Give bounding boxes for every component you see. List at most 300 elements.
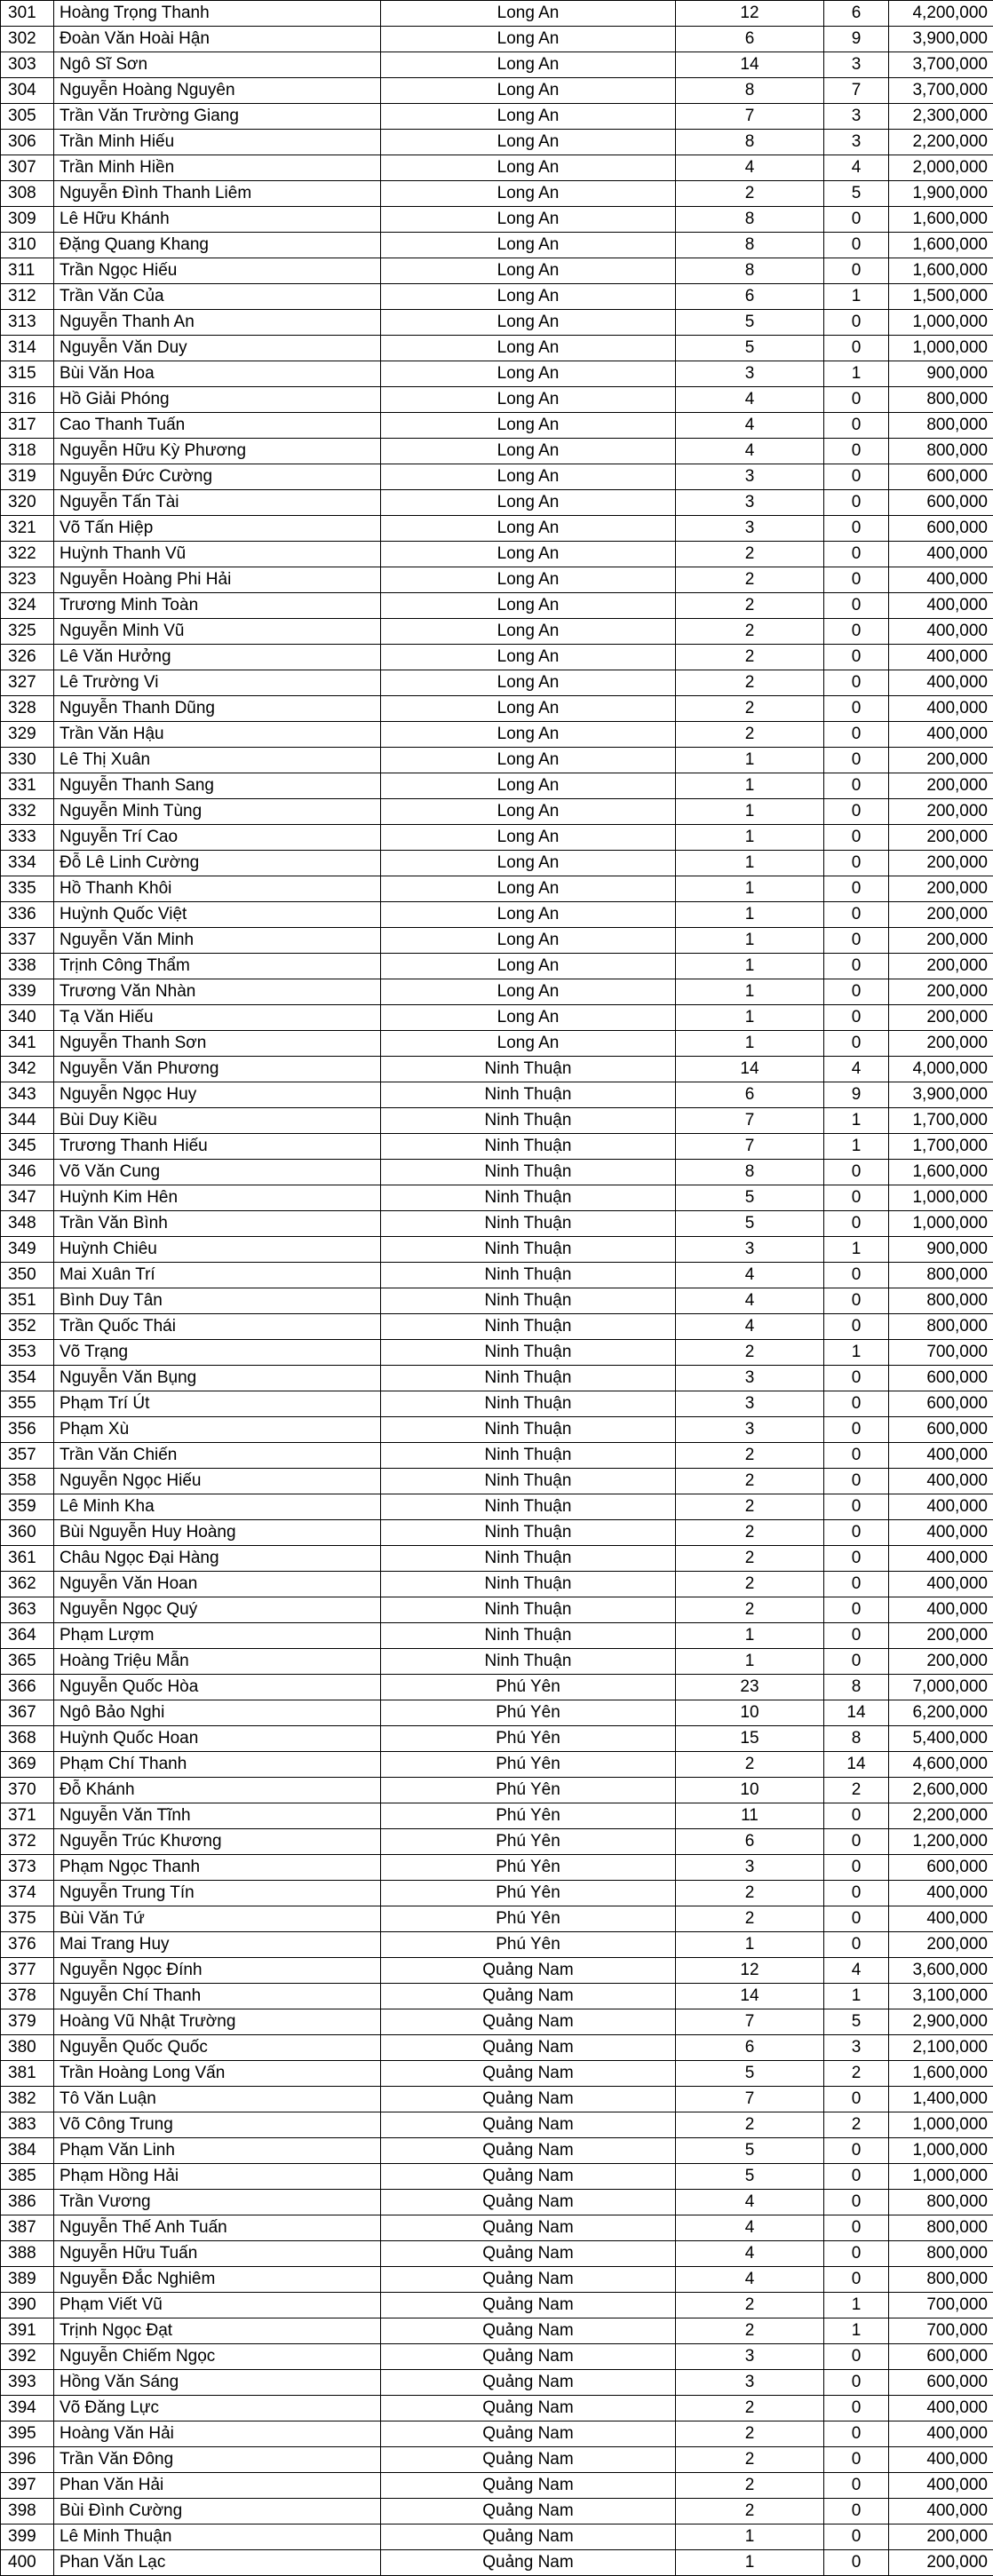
name-cell: Trần Văn Hậu: [54, 722, 381, 748]
name-cell: Võ Tấn Hiệp: [54, 516, 381, 542]
amount-cell: 200,000: [889, 928, 993, 954]
table-row: [1, 1288, 993, 1314]
count-b-cell: 0: [824, 2396, 889, 2421]
name-cell: Bình Duy Tân: [54, 1288, 381, 1314]
name-cell: Huỳnh Chiêu: [54, 1237, 381, 1263]
table-row: [1, 387, 993, 413]
count-b-cell: 5: [824, 181, 889, 207]
count-b-cell: 0: [824, 439, 889, 464]
province-cell: Quảng Nam: [381, 2035, 676, 2061]
count-a-cell: 4: [676, 1263, 824, 1288]
row-number-cell: 367: [1, 1700, 54, 1726]
province-cell: Ninh Thuận: [381, 1417, 676, 1443]
amount-cell: 5,400,000: [889, 1726, 993, 1752]
row-number-cell: 351: [1, 1288, 54, 1314]
count-a-cell: 1: [676, 1623, 824, 1649]
province-cell: Quảng Nam: [381, 2061, 676, 2087]
name-cell: Nguyễn Văn Duy: [54, 336, 381, 361]
count-a-cell: 2: [676, 1494, 824, 1520]
count-a-cell: 3: [676, 516, 824, 542]
province-cell: Ninh Thuận: [381, 1443, 676, 1469]
count-a-cell: 2: [676, 567, 824, 593]
amount-cell: 1,700,000: [889, 1108, 993, 1134]
count-a-cell: 11: [676, 1803, 824, 1829]
count-b-cell: 9: [824, 27, 889, 52]
province-cell: Long An: [381, 104, 676, 130]
row-number-cell: 328: [1, 696, 54, 722]
count-a-cell: 3: [676, 1855, 824, 1881]
amount-cell: 900,000: [889, 1237, 993, 1263]
province-cell: Long An: [381, 928, 676, 954]
count-a-cell: 2: [676, 1520, 824, 1546]
row-number-cell: 354: [1, 1366, 54, 1391]
count-a-cell: 2: [676, 1546, 824, 1572]
count-b-cell: 0: [824, 1211, 889, 1237]
row-number-cell: 393: [1, 2370, 54, 2396]
count-b-cell: 0: [824, 336, 889, 361]
amount-cell: 1,200,000: [889, 1829, 993, 1855]
name-cell: Đỗ Khánh: [54, 1778, 381, 1803]
name-cell: Nguyễn Hoàng Nguyên: [54, 78, 381, 104]
row-number-cell: 376: [1, 1932, 54, 1958]
province-cell: Long An: [381, 130, 676, 155]
name-cell: Nguyễn Đắc Nghiêm: [54, 2267, 381, 2293]
count-a-cell: 5: [676, 2061, 824, 2087]
province-cell: Long An: [381, 593, 676, 619]
table-row: [1, 490, 993, 516]
province-cell: Phú Yên: [381, 1726, 676, 1752]
count-a-cell: 2: [676, 696, 824, 722]
count-b-cell: 0: [824, 542, 889, 567]
count-b-cell: 0: [824, 1031, 889, 1057]
province-cell: Quảng Nam: [381, 1958, 676, 1984]
row-number-cell: 343: [1, 1082, 54, 1108]
row-number-cell: 363: [1, 1597, 54, 1623]
table-row: [1, 1932, 993, 1958]
name-cell: Phạm Chí Thanh: [54, 1752, 381, 1778]
row-number-cell: 305: [1, 104, 54, 130]
row-number-cell: 321: [1, 516, 54, 542]
name-cell: Trần Văn Đông: [54, 2447, 381, 2473]
province-cell: Long An: [381, 464, 676, 490]
name-cell: Nguyễn Hữu Kỳ Phương: [54, 439, 381, 464]
name-cell: Lê Văn Hưởng: [54, 645, 381, 670]
amount-cell: 1,600,000: [889, 207, 993, 233]
count-a-cell: 5: [676, 2164, 824, 2190]
amount-cell: 1,600,000: [889, 1160, 993, 1185]
count-b-cell: 0: [824, 207, 889, 233]
count-b-cell: 0: [824, 1417, 889, 1443]
table-row: [1, 2112, 993, 2138]
row-number-cell: 309: [1, 207, 54, 233]
amount-cell: 400,000: [889, 2421, 993, 2447]
count-b-cell: 1: [824, 1108, 889, 1134]
amount-cell: 800,000: [889, 413, 993, 439]
table-row: [1, 516, 993, 542]
table-row: [1, 619, 993, 645]
province-cell: Long An: [381, 310, 676, 336]
amount-cell: 800,000: [889, 439, 993, 464]
count-a-cell: 4: [676, 1288, 824, 1314]
province-cell: Quảng Nam: [381, 2241, 676, 2267]
table-row: [1, 439, 993, 464]
count-a-cell: 2: [676, 593, 824, 619]
count-b-cell: 0: [824, 1623, 889, 1649]
count-b-cell: 0: [824, 2241, 889, 2267]
name-cell: Trương Văn Nhàn: [54, 979, 381, 1005]
row-number-cell: 377: [1, 1958, 54, 1984]
province-cell: Long An: [381, 851, 676, 876]
amount-cell: 800,000: [889, 2215, 993, 2241]
count-a-cell: 1: [676, 799, 824, 825]
amount-cell: 7,000,000: [889, 1675, 993, 1700]
count-a-cell: 2: [676, 2421, 824, 2447]
count-a-cell: 3: [676, 361, 824, 387]
count-b-cell: 2: [824, 2061, 889, 2087]
row-number-cell: 389: [1, 2267, 54, 2293]
count-a-cell: 2: [676, 1340, 824, 1366]
count-b-cell: 0: [824, 979, 889, 1005]
amount-cell: 2,900,000: [889, 2009, 993, 2035]
count-a-cell: 2: [676, 670, 824, 696]
table-row: [1, 593, 993, 619]
name-cell: Hoàng Văn Hải: [54, 2421, 381, 2447]
amount-cell: 3,700,000: [889, 78, 993, 104]
amount-cell: 4,000,000: [889, 1057, 993, 1082]
count-a-cell: 2: [676, 2293, 824, 2318]
table-row: [1, 336, 993, 361]
count-a-cell: 8: [676, 207, 824, 233]
row-number-cell: 306: [1, 130, 54, 155]
name-cell: Nguyễn Văn Hoan: [54, 1572, 381, 1597]
count-b-cell: 0: [824, 413, 889, 439]
province-cell: Phú Yên: [381, 1906, 676, 1932]
count-a-cell: 3: [676, 1366, 824, 1391]
table-row: [1, 1263, 993, 1288]
amount-cell: 3,700,000: [889, 52, 993, 78]
amount-cell: 2,600,000: [889, 1778, 993, 1803]
row-number-cell: 344: [1, 1108, 54, 1134]
province-cell: Long An: [381, 979, 676, 1005]
province-cell: Quảng Nam: [381, 2087, 676, 2112]
province-cell: Ninh Thuận: [381, 1185, 676, 1211]
row-number-cell: 350: [1, 1263, 54, 1288]
count-a-cell: 5: [676, 310, 824, 336]
table-row: [1, 284, 993, 310]
amount-cell: 1,600,000: [889, 2061, 993, 2087]
row-number-cell: 364: [1, 1623, 54, 1649]
amount-cell: 400,000: [889, 2447, 993, 2473]
name-cell: Nguyễn Văn Bụng: [54, 1366, 381, 1391]
count-a-cell: 1: [676, 876, 824, 902]
name-cell: Cao Thanh Tuấn: [54, 413, 381, 439]
count-a-cell: 1: [676, 1649, 824, 1675]
table-row: [1, 567, 993, 593]
table-row: [1, 670, 993, 696]
count-b-cell: 1: [824, 1134, 889, 1160]
province-cell: Quảng Nam: [381, 2293, 676, 2318]
amount-cell: 1,000,000: [889, 1185, 993, 1211]
province-cell: Long An: [381, 1005, 676, 1031]
table-row: [1, 1752, 993, 1778]
name-cell: Lê Trường Vi: [54, 670, 381, 696]
name-cell: Phạm Lượm: [54, 1623, 381, 1649]
table-row: [1, 413, 993, 439]
count-b-cell: 0: [824, 2370, 889, 2396]
table-row: [1, 2524, 993, 2550]
count-a-cell: 2: [676, 722, 824, 748]
count-b-cell: 3: [824, 104, 889, 130]
amount-cell: 1,700,000: [889, 1134, 993, 1160]
table-row: [1, 1108, 993, 1134]
amount-cell: 800,000: [889, 1288, 993, 1314]
province-cell: Quảng Nam: [381, 2421, 676, 2447]
table-row: [1, 2009, 993, 2035]
count-b-cell: 0: [824, 799, 889, 825]
amount-cell: 700,000: [889, 1340, 993, 1366]
amount-cell: 200,000: [889, 954, 993, 979]
amount-cell: 600,000: [889, 1417, 993, 1443]
count-b-cell: 0: [824, 670, 889, 696]
province-cell: Quảng Nam: [381, 2473, 676, 2499]
count-b-cell: 5: [824, 2009, 889, 2035]
count-a-cell: 3: [676, 1391, 824, 1417]
table-row: [1, 542, 993, 567]
count-a-cell: 3: [676, 1237, 824, 1263]
row-number-cell: 394: [1, 2396, 54, 2421]
province-cell: Long An: [381, 258, 676, 284]
count-b-cell: 0: [824, 1443, 889, 1469]
count-a-cell: 2: [676, 1752, 824, 1778]
name-cell: Hồ Thanh Khôi: [54, 876, 381, 902]
row-number-cell: 372: [1, 1829, 54, 1855]
name-cell: Phạm Ngọc Thanh: [54, 1855, 381, 1881]
name-cell: Trịnh Công Thẩm: [54, 954, 381, 979]
name-cell: Nguyễn Trung Tín: [54, 1881, 381, 1906]
row-number-cell: 339: [1, 979, 54, 1005]
name-cell: Trần Văn Bình: [54, 1211, 381, 1237]
count-b-cell: 6: [824, 1, 889, 27]
row-number-cell: 303: [1, 52, 54, 78]
table-row: [1, 1881, 993, 1906]
table-row: [1, 1520, 993, 1546]
row-number-cell: 315: [1, 361, 54, 387]
count-a-cell: 2: [676, 1572, 824, 1597]
province-cell: Ninh Thuận: [381, 1340, 676, 1366]
count-a-cell: 1: [676, 2550, 824, 2576]
amount-cell: 700,000: [889, 2293, 993, 2318]
amount-cell: 3,600,000: [889, 1958, 993, 1984]
province-cell: Long An: [381, 696, 676, 722]
count-b-cell: 4: [824, 1958, 889, 1984]
count-b-cell: 0: [824, 1391, 889, 1417]
amount-cell: 1,600,000: [889, 233, 993, 258]
province-cell: Long An: [381, 825, 676, 851]
table-row: [1, 825, 993, 851]
table-row: [1, 258, 993, 284]
row-number-cell: 391: [1, 2318, 54, 2344]
count-a-cell: 1: [676, 902, 824, 928]
province-cell: Ninh Thuận: [381, 1237, 676, 1263]
province-cell: Ninh Thuận: [381, 1520, 676, 1546]
name-cell: Nguyễn Đình Thanh Liêm: [54, 181, 381, 207]
name-cell: Nguyễn Minh Vũ: [54, 619, 381, 645]
province-cell: Long An: [381, 954, 676, 979]
province-cell: Long An: [381, 27, 676, 52]
row-number-cell: 361: [1, 1546, 54, 1572]
count-b-cell: 0: [824, 593, 889, 619]
table-row: [1, 1803, 993, 1829]
row-number-cell: 382: [1, 2087, 54, 2112]
amount-cell: 400,000: [889, 593, 993, 619]
count-b-cell: 0: [824, 722, 889, 748]
table-row: [1, 979, 993, 1005]
count-b-cell: 0: [824, 1185, 889, 1211]
count-a-cell: 6: [676, 2035, 824, 2061]
row-number-cell: 396: [1, 2447, 54, 2473]
count-a-cell: 5: [676, 336, 824, 361]
row-number-cell: 346: [1, 1160, 54, 1185]
count-a-cell: 5: [676, 1211, 824, 1237]
count-b-cell: 0: [824, 1932, 889, 1958]
row-number-cell: 317: [1, 413, 54, 439]
table-row: [1, 2215, 993, 2241]
province-cell: Quảng Nam: [381, 2164, 676, 2190]
province-cell: Quảng Nam: [381, 2138, 676, 2164]
amount-cell: 800,000: [889, 1263, 993, 1288]
amount-cell: 2,300,000: [889, 104, 993, 130]
province-cell: Long An: [381, 207, 676, 233]
count-b-cell: 0: [824, 748, 889, 773]
province-cell: Quảng Nam: [381, 2396, 676, 2421]
row-number-cell: 341: [1, 1031, 54, 1057]
amount-cell: 200,000: [889, 2524, 993, 2550]
count-b-cell: 1: [824, 2293, 889, 2318]
count-b-cell: 0: [824, 2267, 889, 2293]
table-row: [1, 1726, 993, 1752]
row-number-cell: 347: [1, 1185, 54, 1211]
table-row: [1, 1340, 993, 1366]
name-cell: Trịnh Ngọc Đạt: [54, 2318, 381, 2344]
table-row: [1, 928, 993, 954]
province-cell: Long An: [381, 670, 676, 696]
count-b-cell: 0: [824, 1597, 889, 1623]
province-cell: Long An: [381, 490, 676, 516]
count-a-cell: 1: [676, 748, 824, 773]
amount-cell: 400,000: [889, 722, 993, 748]
row-number-cell: 395: [1, 2421, 54, 2447]
count-a-cell: 4: [676, 2241, 824, 2267]
count-b-cell: 0: [824, 516, 889, 542]
table-row: [1, 2293, 993, 2318]
count-b-cell: 2: [824, 2112, 889, 2138]
count-b-cell: 0: [824, 1829, 889, 1855]
amount-cell: 400,000: [889, 1597, 993, 1623]
name-cell: Nguyễn Hoàng Phi Hải: [54, 567, 381, 593]
count-b-cell: 0: [824, 2215, 889, 2241]
count-a-cell: 2: [676, 542, 824, 567]
count-a-cell: 15: [676, 1726, 824, 1752]
row-number-cell: 323: [1, 567, 54, 593]
row-number-cell: 374: [1, 1881, 54, 1906]
province-cell: Ninh Thuận: [381, 1314, 676, 1340]
amount-cell: 1,900,000: [889, 181, 993, 207]
count-a-cell: 4: [676, 1314, 824, 1340]
province-cell: Ninh Thuận: [381, 1288, 676, 1314]
province-cell: Quảng Nam: [381, 2009, 676, 2035]
province-cell: Ninh Thuận: [381, 1546, 676, 1572]
table-row: [1, 1469, 993, 1494]
row-number-cell: 334: [1, 851, 54, 876]
row-number-cell: 385: [1, 2164, 54, 2190]
name-cell: Nguyễn Chiếm Ngọc: [54, 2344, 381, 2370]
province-cell: Ninh Thuận: [381, 1134, 676, 1160]
count-b-cell: 0: [824, 1572, 889, 1597]
row-number-cell: 356: [1, 1417, 54, 1443]
row-number-cell: 340: [1, 1005, 54, 1031]
count-b-cell: 0: [824, 928, 889, 954]
table-row: [1, 1494, 993, 1520]
name-cell: Nguyễn Quốc Quốc: [54, 2035, 381, 2061]
name-cell: Phạm Viết Vũ: [54, 2293, 381, 2318]
name-cell: Nguyễn Trúc Khương: [54, 1829, 381, 1855]
row-number-cell: 326: [1, 645, 54, 670]
count-a-cell: 2: [676, 2112, 824, 2138]
amount-cell: 1,500,000: [889, 284, 993, 310]
row-number-cell: 320: [1, 490, 54, 516]
count-b-cell: 0: [824, 876, 889, 902]
row-number-cell: 310: [1, 233, 54, 258]
table-row: [1, 1546, 993, 1572]
row-number-cell: 359: [1, 1494, 54, 1520]
name-cell: Đặng Quang Khang: [54, 233, 381, 258]
amount-cell: 400,000: [889, 670, 993, 696]
count-b-cell: 3: [824, 130, 889, 155]
count-a-cell: 4: [676, 2267, 824, 2293]
row-number-cell: 325: [1, 619, 54, 645]
row-number-cell: 311: [1, 258, 54, 284]
table-row: [1, 1649, 993, 1675]
province-cell: Long An: [381, 542, 676, 567]
count-b-cell: 0: [824, 645, 889, 670]
table-row: [1, 1597, 993, 1623]
table-row: [1, 954, 993, 979]
amount-cell: 600,000: [889, 1855, 993, 1881]
table-row: [1, 2318, 993, 2344]
table-row: [1, 696, 993, 722]
count-a-cell: 8: [676, 130, 824, 155]
row-number-cell: 375: [1, 1906, 54, 1932]
name-cell: Nguyễn Ngọc Quý: [54, 1597, 381, 1623]
amount-cell: 2,200,000: [889, 130, 993, 155]
table-row: [1, 1160, 993, 1185]
amount-cell: 4,600,000: [889, 1752, 993, 1778]
table-row: [1, 1005, 993, 1031]
province-cell: Quảng Nam: [381, 1984, 676, 2009]
amount-cell: 2,000,000: [889, 155, 993, 181]
count-a-cell: 14: [676, 52, 824, 78]
province-cell: Quảng Nam: [381, 2550, 676, 2576]
amount-cell: 800,000: [889, 2267, 993, 2293]
province-cell: Long An: [381, 722, 676, 748]
province-cell: Quảng Nam: [381, 2215, 676, 2241]
amount-cell: 400,000: [889, 1494, 993, 1520]
province-cell: Long An: [381, 1, 676, 27]
amount-cell: 600,000: [889, 1391, 993, 1417]
name-cell: Bùi Văn Tứ: [54, 1906, 381, 1932]
count-a-cell: 3: [676, 490, 824, 516]
table-row: [1, 2035, 993, 2061]
